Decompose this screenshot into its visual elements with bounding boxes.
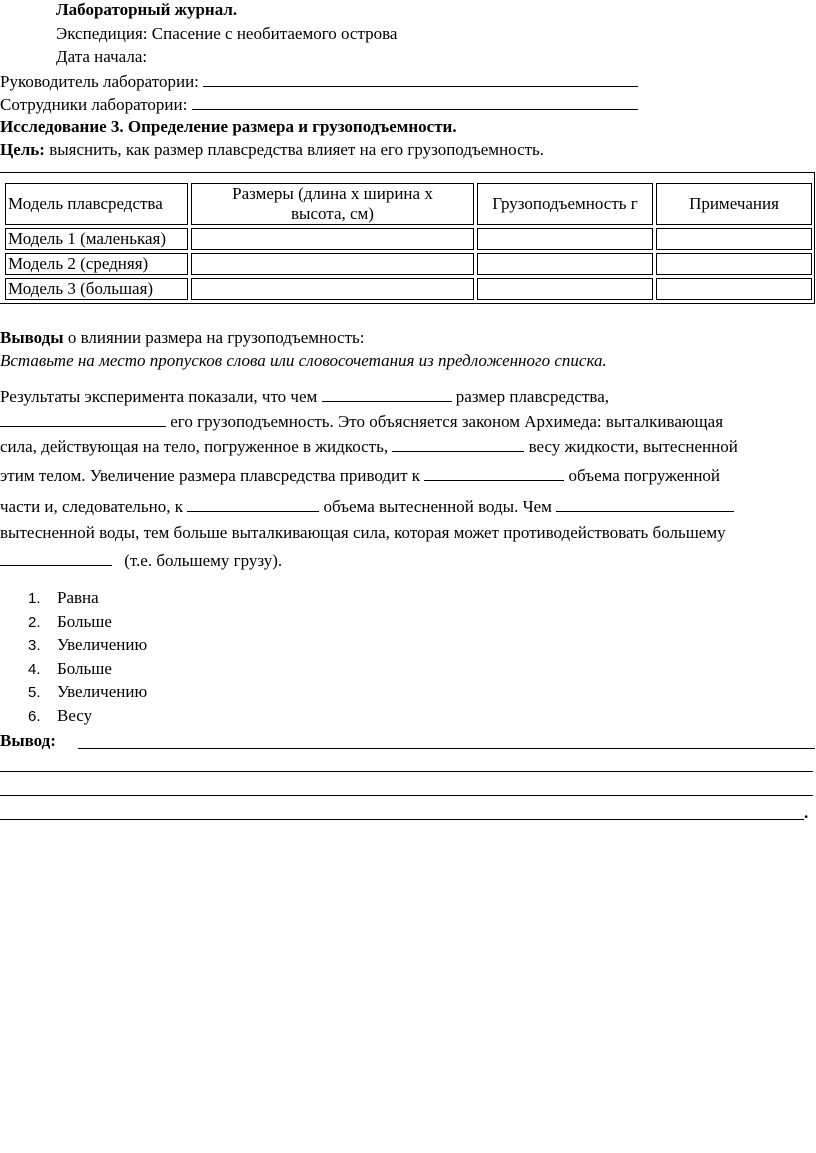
list-number: 3. [28,637,41,655]
text-segment: его грузоподъемность. Это объясняется законом Архимеда: выталкивающая [170,412,724,431]
text-segment: сила, действующая на тело, погруженное в жидкость, [0,437,389,456]
capacity-cell[interactable] [477,228,653,250]
blank-field[interactable] [322,386,452,402]
final-conclusion-label: Вывод: [0,731,56,750]
conclusion-line[interactable] [0,819,804,820]
goal-label: Цель: [0,140,45,159]
fill-line-3 [0,436,812,457]
notes-cell[interactable] [656,278,812,300]
lab-staff-field[interactable] [192,94,638,110]
text-segment: Результаты эксперимента показали, что чем [0,387,318,406]
text-segment: весу жидкости, вытесненной [528,437,738,456]
list-text: Увеличению [57,635,148,655]
conclusion-line[interactable] [78,748,815,749]
text-segment: части и, следовательно, к [0,497,183,516]
row-model-label: Модель 1 (маленькая) [5,228,188,250]
dimensions-cell[interactable] [191,253,474,275]
lab-lead-field[interactable] [203,71,638,87]
conclusions-heading [0,328,365,348]
goal-text: выяснить, как размер плавсредства влияет на его грузоподъемность. [49,140,545,159]
results-table [2,180,815,303]
table-header-row [5,183,812,225]
fill-line-7 [0,550,812,571]
list-number: 1. [28,590,41,607]
list-text: Увеличению [57,682,148,702]
header-model: Модель плавсредства [5,183,188,225]
lab-lead-row [0,71,638,92]
blank-field[interactable] [392,436,524,452]
study-title: Исследование 3. Определение размера и грузоподъемности. [0,117,457,136]
list-text: Весу [57,705,93,725]
row-model-label: Модель 3 (большая) [5,278,188,300]
list-text: Больше [57,658,112,678]
dimensions-cell[interactable] [191,228,474,250]
fill-line-4 [0,465,812,486]
blank-field[interactable] [424,465,564,481]
lab-lead-label: Руководитель лаборатории: [0,72,199,91]
conclusions-label: Выводы [0,328,64,347]
start-date-label: Дата начала: [56,47,148,66]
header-capacity: Грузоподъемность г [477,183,653,225]
list-number: 6. [28,707,41,725]
table-row [5,278,812,300]
header-dimensions-line1: Размеры (длина х ширина х [232,184,433,203]
blank-field[interactable] [556,496,734,512]
header-notes: Примечания [656,183,812,225]
notes-cell[interactable] [656,228,812,250]
expedition-line: Экспедиция: Спасение с необитаемого острова [56,24,398,43]
journal-title: Лабораторный журнал. [56,0,238,19]
text-segment: (т.е. большему грузу). [124,551,283,570]
header-dimensions [191,183,474,225]
list-text: Больше [57,611,112,631]
lab-staff-row [0,94,638,115]
blank-field[interactable] [187,496,319,512]
fill-line-1 [0,386,812,407]
capacity-cell[interactable] [477,278,653,300]
text-segment: объема вытесненной воды. Чем [323,497,552,516]
table-row [5,228,812,250]
conclusions-label-rest: о влиянии размера на грузоподъемность: [67,328,365,347]
fill-line-6 [0,523,812,543]
notes-cell[interactable] [656,253,812,275]
fill-line-5 [0,496,812,517]
text-segment: размер плавсредства, [455,387,609,406]
final-period: . [804,803,809,822]
goal-line [0,140,544,160]
text-segment: этим телом. Увеличение размера плавсредства приводит к [0,466,421,485]
text-segment: вытесненной воды, тем больше выталкивающая сила, которая может противодействовать большему [0,523,726,542]
list-number: 5. [28,684,41,702]
list-number: 2. [28,613,41,631]
dimensions-cell[interactable] [191,278,474,300]
blank-field[interactable] [0,550,112,566]
list-text: Равна [57,588,99,607]
table-row [5,253,812,275]
conclusion-line[interactable] [0,771,813,772]
fill-line-2 [0,411,812,432]
text-segment: объема погруженной [568,466,721,485]
list-number: 4. [28,660,41,678]
conclusion-line[interactable] [0,795,813,796]
header-dimensions-line2: высота, см) [291,204,374,223]
instruction-text: Вставьте на место пропусков слова или словосочетания из предложенного списка. [0,351,607,370]
capacity-cell[interactable] [477,253,653,275]
row-model-label: Модель 2 (средняя) [5,253,188,275]
blank-field[interactable] [0,411,166,427]
lab-staff-label: Сотрудники лаборатории: [0,95,188,114]
